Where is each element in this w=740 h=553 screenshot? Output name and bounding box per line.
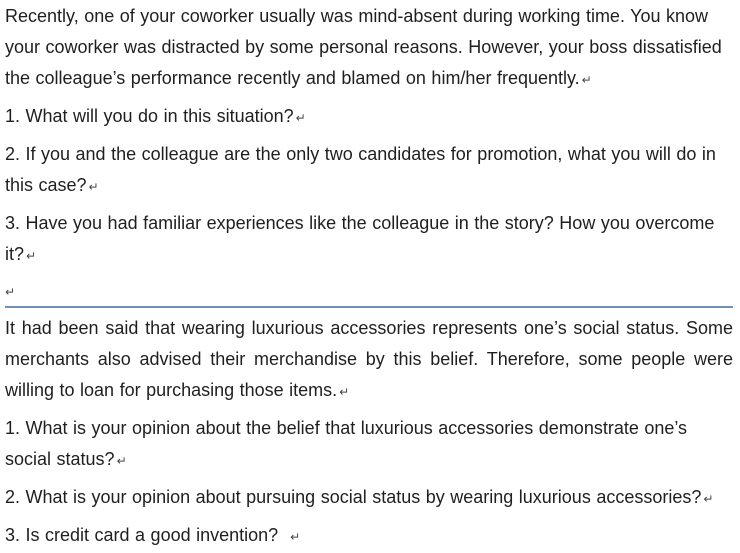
paragraph-return-mark: ↵ xyxy=(295,111,306,125)
question-text-1-3: 3. Have you had familiar experiences like the colleague in the story? How you overcome it? xyxy=(5,213,715,264)
question-paragraph-2-1 xyxy=(5,413,733,477)
paragraph-return-mark: ↵ xyxy=(5,285,16,299)
intro-text-2: It had been said that wearing luxurious accessories represents one’s social status. Some merchants also advised their merchandise by this belief. Therefore, some people were willing to loan for purchasing those items. xyxy=(5,318,733,400)
question-text-2-3: 3. Is credit card a good invention? xyxy=(5,525,279,545)
question-paragraph-1-2 xyxy=(5,139,733,203)
intro-text-1: Recently, one of your coworker usually was mind-absent during working time. You know your coworker was distracted by some personal reasons. However, your boss dissatisfied the colleague’s performance recently and blamed on him/her frequently. xyxy=(5,6,722,88)
question-paragraph-1-3 xyxy=(5,208,733,272)
intro-paragraph-1 xyxy=(5,1,733,96)
paragraph-return-mark: ↵ xyxy=(26,249,37,263)
question-paragraph-2-3 xyxy=(5,520,733,553)
intro-paragraph-2 xyxy=(5,313,733,408)
paragraph-return-mark: ↵ xyxy=(290,530,301,544)
question-text-2-2: 2. What is your opinion about pursuing social status by wearing luxurious accessories? xyxy=(5,487,702,507)
section-divider xyxy=(5,277,733,308)
question-text-1-1: 1. What will you do in this situation? xyxy=(5,106,294,126)
question-text-2-1: 1. What is your opinion about the belief that luxurious accessories demonstrate one’s social status? xyxy=(5,418,688,469)
question-paragraph-2-2 xyxy=(5,482,733,515)
paragraph-return-mark: ↵ xyxy=(339,385,350,399)
paragraph-return-mark: ↵ xyxy=(88,180,99,194)
question-paragraph-1-1 xyxy=(5,101,733,134)
paragraph-return-mark: ↵ xyxy=(581,73,592,87)
paragraph-return-mark: ↵ xyxy=(703,492,714,506)
question-text-1-2: 2. If you and the colleague are the only two candidates for promotion, what you will do in this case? xyxy=(5,144,716,195)
paragraph-return-mark: ↵ xyxy=(116,454,127,468)
